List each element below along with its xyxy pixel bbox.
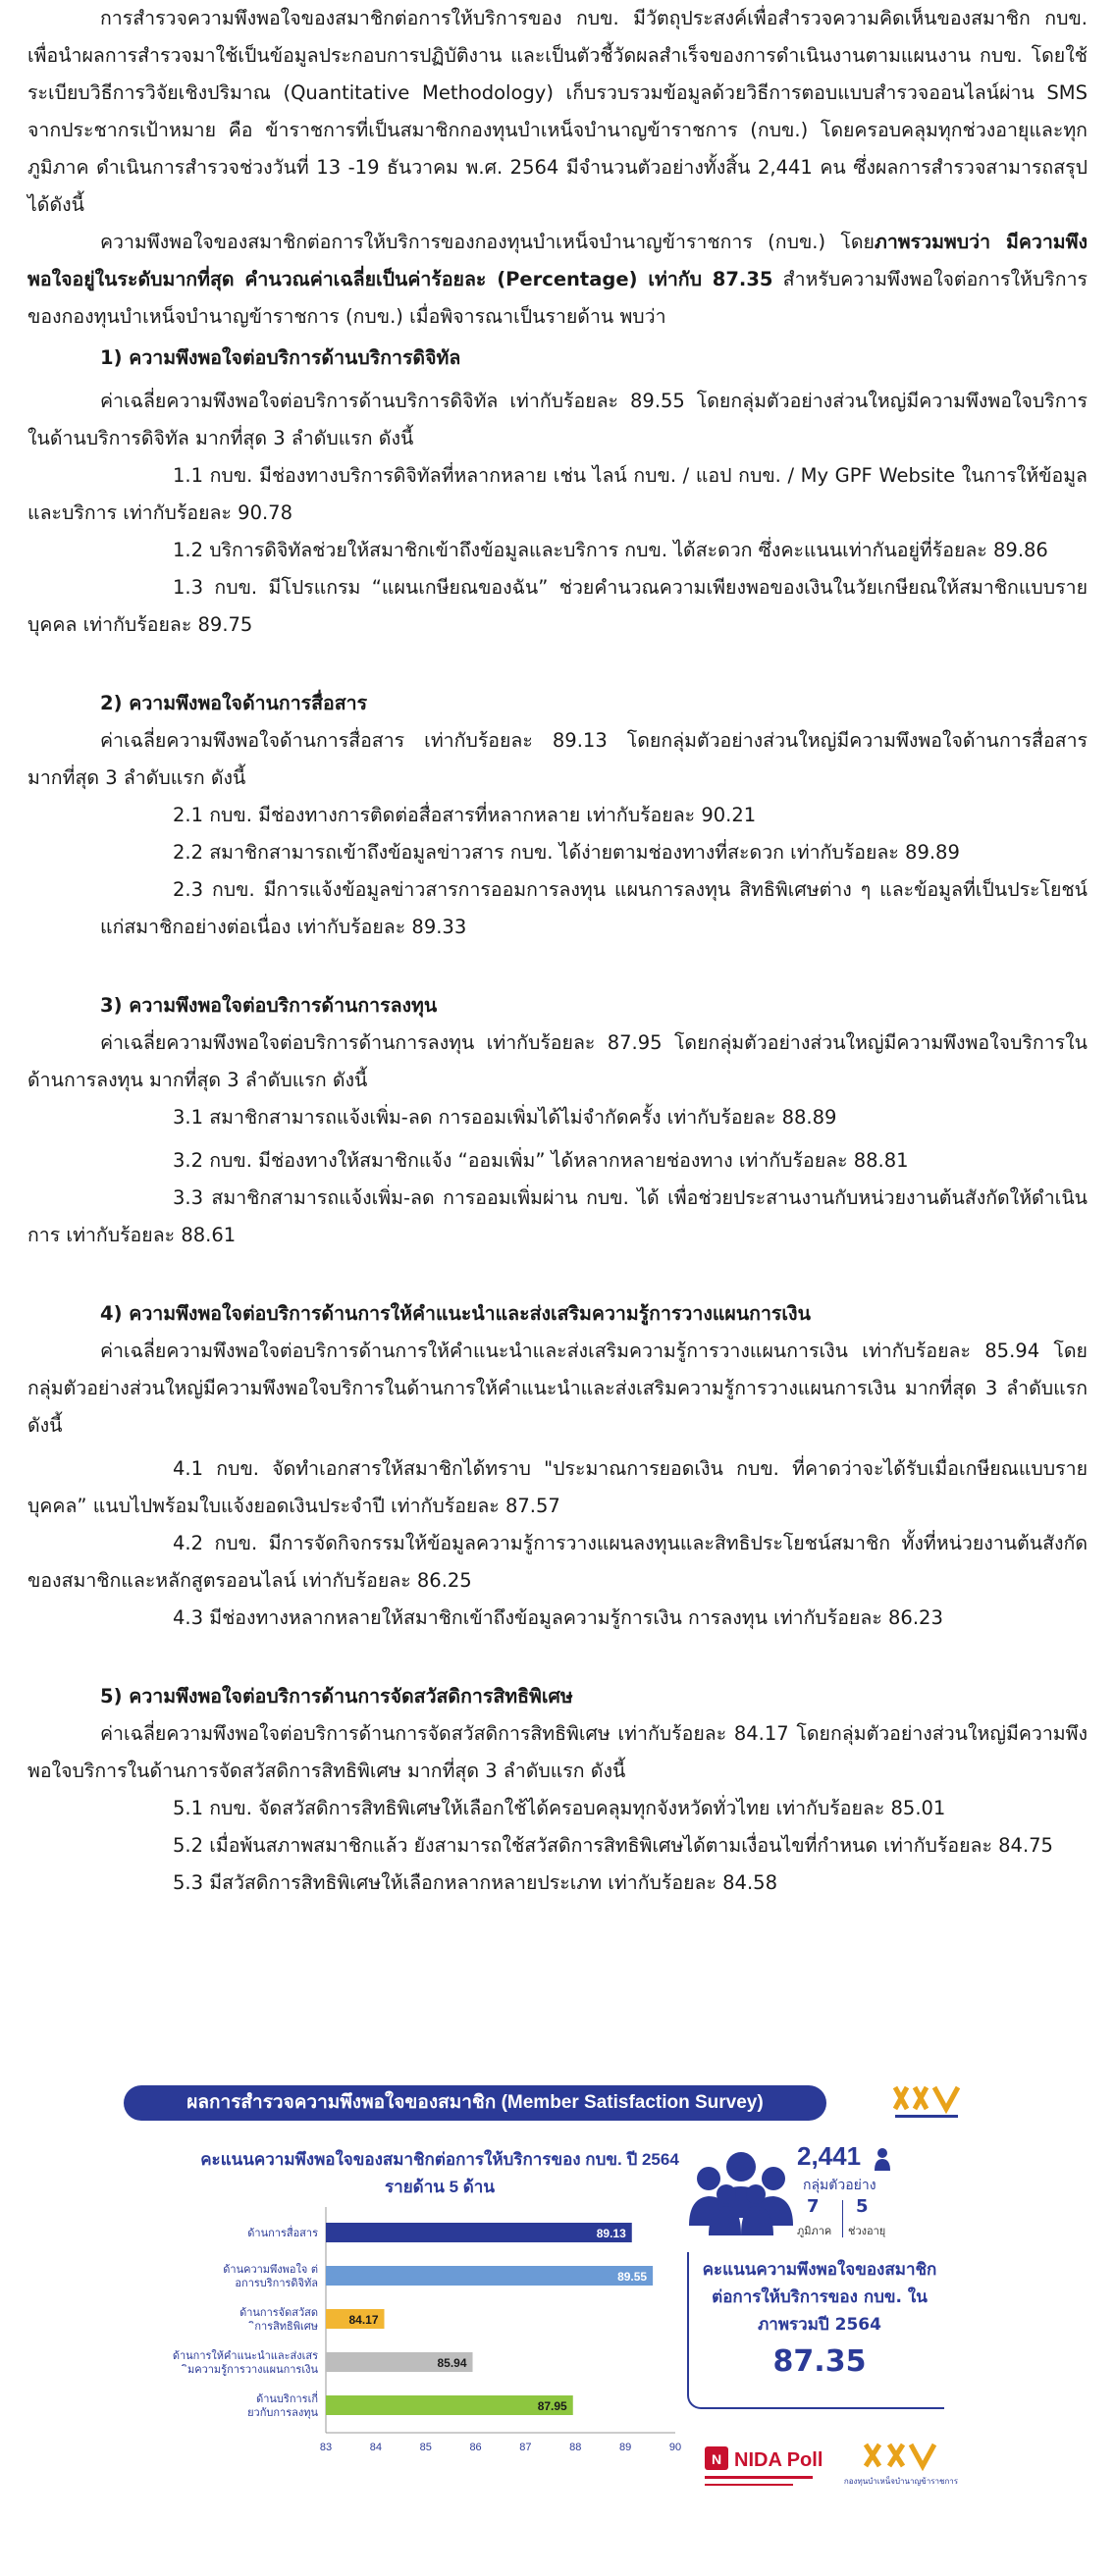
section-item: 5.1 กบข. จัดสวัสดิการสิทธิพิเศษให้เลือกใช้ได้ครอบคลุมทุกจังหวัดทั่วไทย เท่ากับร้อยละ 85.01 [173,1797,946,1819]
overall-pre: ความพึงพอใจของสมาชิกต่อการให้บริการของกองทุนบำเหน็จบำนาญข้าราชการ (กบข.) โดย [100,231,875,253]
x-tick-label: 88 [569,2442,582,2453]
category-label: ิการสิทธิพิเศษ [254,2320,318,2333]
survey-infographic [116,2085,980,2522]
x-tick-label: 87 [519,2442,532,2453]
section-5 [27,1678,1088,1902]
bar-value-label: 89.55 [617,2270,648,2284]
section-4 [27,1295,1088,1637]
section-item: 4.1 กบข. จัดทำเอกสารให้สมาชิกได้ทราบ "ประมาณการยอดเงิน กบข. ที่คาดว่าจะได้รับเมื่อเกษียณแบบรายบุคคล” แนบไปพร้อมใบแจ้งยอดเงินประจำปี เท่ากับร้อยละ 87.57 [27,1457,1088,1517]
section-item: 4.2 กบข. มีการจัดกิจกรรมให้ข้อมูลความรู้การวางแผนลงทุนและสิทธิประโยชน์สมาชิก ทั้งที่หน่วยงานต้นสังกัดของสมาชิกและหลักสูตรออนไลน์ เท่ากับร้อยละ 86.25 [27,1532,1088,1592]
people-icon [687,2147,795,2235]
chart-title-line-1: คะแนนความพึงพอใจของสมาชิกต่อการให้บริการของ กบข. ปี 2564 [200,2150,679,2169]
section-item: 3.2 กบข. มีช่องทางให้สมาชิกแจ้ง “ออมเพิ่ม” ได้หลากหลายช่องทาง เท่ากับร้อยละ 88.81 [173,1149,909,1172]
section-heading: 4) ความพึงพอใจต่อบริการด้านการให้คำแนะนำและส่งเสริมความรู้การวางแผนการเงิน [100,1302,811,1325]
section-heading: 5) ความพึงพอใจต่อบริการด้านการจัดสวัสดิการสิทธิพิเศษ [100,1685,573,1708]
person-icon [874,2147,891,2171]
category-label: ิมความรู้การวางแผนการเงิน [186,2363,318,2376]
category-label: อการบริการดิจิทัล [235,2277,318,2289]
category-label: ด้านการจัดสวัสด [239,2306,318,2319]
section-item: 3.3 สมาชิกสามารถแจ้งเพิ่ม-ลด การออมเพิ่มผ่าน กบข. ได้ เพื่อช่วยประสานงานกับหน่วยงานต้นสังกัดให้ดำเนินการ เท่ากับร้อยละ 88.61 [27,1186,1088,1246]
category-label: ด้านการให้คำแนะนำและส่งเสร [172,2349,318,2362]
x-tick-label: 84 [369,2442,382,2453]
section-3 [27,987,1088,1254]
section-1 [27,340,1088,644]
section-item: 1.1 กบข. มีช่องทางบริการดิจิทัลที่หลากหลาย เช่น ไลน์ กบข. / แอป กบข. / My GPF Website ในการให้ข้อมูลและบริการ เท่ากับร้อยละ 90.78 [27,464,1088,524]
section-item: 3.1 สมาชิกสามารถแจ้งเพิ่ม-ลด การออมเพิ่มได้ไม่จำกัดครั้ง เท่ากับร้อยละ 88.89 [173,1106,837,1129]
bar-value-label: 89.13 [596,2227,626,2240]
section-item: 2.3 กบข. มีการแจ้งข้อมูลข่าวสารการออมการลงทุน แผนการลงทุน สิทธิพิเศษต่าง ๆ และข้อมูลที่เป็นประโยชน์แก่สมาชิกอย่างต่อเนื่อง เท่ากับร้อยละ 89.33 [100,878,1088,938]
section-heading: 2) ความพึงพอใจด้านการสื่อสาร [100,692,368,714]
section-item: 1.2 บริการดิจิทัลช่วยให้สมาชิกเข้าถึงข้อมูลและบริการ กบข. ได้สะดวก ซึ่งคะแนนเท่ากันอยู่ที่ร้อยละ 89.86 [173,539,1048,561]
bar [326,2223,632,2242]
section-item: 1.3 กบข. มีโปรแกรม “แผนเกษียณของฉัน” ช่วยคำนวณความเพียงพอของเงินในวัยเกษียณให้สมาชิกแบบรายบุคคล เท่ากับร้อยละ 89.75 [27,576,1088,636]
sample-total: 2,441 [797,2141,862,2171]
x-tick-label: 85 [419,2442,432,2453]
stats-divider [842,2200,843,2237]
section-item: 2.2 สมาชิกสามารถเข้าถึงข้อมูลข่าวสาร กบข. ได้ง่ายตามช่องทางที่สะดวก เท่ากับร้อยละ 89.89 [173,841,960,864]
section-summary: ค่าเฉลี่ยความพึงพอใจต่อบริการด้านการให้คำแนะนำและส่งเสริมความรู้การวางแผนการเงิน เท่ากับร้อยละ 85.94 โดยกลุ่มตัวอย่างส่วนใหญ่มีความพึงพอใจบริการในด้านการให้คำแนะนำและส่งเสริมความรู้การวางแผนการเงิน มากที่สุด 3 ลำดับแรก ดังนี้ [27,1340,1088,1437]
x-tick-label: 86 [469,2442,482,2453]
x-tick-label: 83 [319,2442,333,2453]
gpf-caption: กองทุนบำเหน็จบำนาญข้าราชการ [843,2477,959,2486]
section-summary: ค่าเฉลี่ยความพึงพอใจต่อบริการด้านการลงทุน เท่ากับร้อยละ 87.95 โดยกลุ่มตัวอย่างส่วนใหญ่มีความพึงพอใจบริการในด้านการลงทุน มากที่สุด 3 ลำดับแรก ดังนี้ [27,1031,1088,1091]
section-heading: 1) ความพึงพอใจต่อบริการด้านบริการดิจิทัล [100,346,461,369]
overall-paragraph [27,224,1088,336]
category-label: ด้านความพึงพอใจ ต่ [223,2263,318,2276]
overall-score: 87.35 [772,2344,867,2379]
gpf-logo-icon [891,2083,962,2123]
x-tick-label: 90 [668,2442,682,2453]
section-summary: ค่าเฉลี่ยความพึงพอใจด้านการสื่อสาร เท่ากับร้อยละ 89.13 โดยกลุ่มตัวอย่างส่วนใหญ่มีความพึงพอใจด้านการสื่อสาร มากที่สุด 3 ลำดับแรก ดังนี้ [27,729,1088,789]
overall-score-card [687,2252,944,2409]
sample-label: กลุ่มตัวอย่าง [803,2178,876,2193]
bar [326,2395,573,2415]
svg-text:N: N [711,2451,722,2467]
age-groups-label: ช่วงอายุ [848,2225,886,2237]
bar-value-label: 87.95 [537,2399,567,2413]
category-label: ด้านบริการเกี่ [256,2392,318,2405]
satisfaction-bar-chart [135,2203,685,2468]
document-body [27,0,1088,1902]
chart-title-line-2: รายด้าน 5 ด้าน [385,2178,495,2196]
chart-title [155,2146,724,2201]
overall-bold: ภาพรวมพบว่า มีความพึงพอใจอยู่ในระดับมากที่สุด คำนวณค่าเฉลี่ยเป็นค่าร้อยละ (Percentage) เท่ากับ 87.35 [27,231,1088,290]
section-item: 5.3 มีสวัสดิการสิทธิพิเศษให้เลือกหลากหลายประเภท เท่ากับร้อยละ 84.58 [173,1871,777,1894]
category-label: ด้านการสื่อสาร [247,2227,318,2239]
age-groups-count: 5 [856,2196,869,2217]
infographic-banner: ผลการสำรวจความพึงพอใจของสมาชิก (Member Satisfaction Survey) [124,2085,826,2121]
regions-label: ภูมิภาค [797,2225,832,2237]
nida-poll-label: NIDA Poll [734,2449,823,2471]
intro-paragraph: การสำรวจความพึงพอใจของสมาชิกต่อการให้บริการของ กบข. มีวัตถุประสงค์เพื่อสำรวจความคิดเห็นของสมาชิก กบข. เพื่อนำผลการสำรวจมาใช้เป็นข้อมูลประกอบการปฏิบัติงาน และเป็นตัวชี้วัดผลสำเร็จของการดำเนินงานตามแผนงาน กบข. โดยใช้ระเบียบวิธีการวิจัยเชิงปริมาณ (Quantitative Methodology) เก็บรวบรวมข้อมูลด้วยวิธีการตอบแบบสำรวจออนไลน์ผ่าน SMS จากประชากรเป้าหมาย คือ ข้าราชการที่เป็นสมาชิกกองทุนบำเหน็จบำนาญข้าราชการ (กบข.) โดยครอบคลุมทุกช่วงอายุและทุกภูมิภาค ดำเนินการสำรวจช่วงวันที่ 13 -19 ธันวาคม พ.ศ. 2564 มีจำนวนตัวอย่างทั้งสิ้น 2,441 คน ซึ่งผลการสำรวจสามารถสรุปได้ดังนี้ [27,7,1088,216]
x-tick-label: 89 [619,2442,632,2453]
gpf-footer-logo-icon [843,2441,959,2496]
bar-value-label: 84.17 [348,2313,379,2327]
section-item: 4.3 มีช่องทางหลากหลายให้สมาชิกเข้าถึงข้อมูลความรู้การเงิน การลงทุน เท่ากับร้อยละ 86.23 [173,1606,943,1629]
section-heading: 3) ความพึงพอใจต่อบริการด้านการลงทุน [100,994,438,1017]
category-label: ยวกับการลงทุน [247,2406,318,2419]
nida-poll-logo-icon [703,2441,830,2497]
bar-value-label: 85.94 [437,2356,467,2370]
section-summary: ค่าเฉลี่ยความพึงพอใจต่อบริการด้านการจัดสวัสดิการสิทธิพิเศษ เท่ากับร้อยละ 84.17 โดยกลุ่มตัวอย่างส่วนใหญ่มีความพึงพอใจบริการในด้านการจัดสวัสดิการสิทธิพิเศษ มากที่สุด 3 ลำดับแรก ดังนี้ [27,1722,1088,1782]
section-item: 5.2 เมื่อพ้นสภาพสมาชิกแล้ว ยังสามารถใช้สวัสดิการสิทธิพิเศษได้ตามเงื่อนไขที่กำหนด เท่ากับร้อยละ 84.75 [173,1834,1053,1857]
section-2 [27,685,1088,946]
overall-post: สำหรับความพึงพอใจต่อการให้บริการของกองทุนบำเหน็จบำนาญข้าราชการ (กบข.) เมื่อพิจารณาเป็นรายด้าน พบว่า [27,268,1088,328]
section-summary: ค่าเฉลี่ยความพึงพอใจต่อบริการด้านบริการดิจิทัล เท่ากับร้อยละ 89.55 โดยกลุ่มตัวอย่างส่วนใหญ่มีความพึงพอใจบริการในด้านบริการดิจิทัล มากที่สุด 3 ลำดับแรก ดังนี้ [27,390,1088,449]
bar [326,2266,653,2286]
section-item: 2.1 กบข. มีช่องทางการติดต่อสื่อสารที่หลากหลาย เท่ากับร้อยละ 90.21 [173,804,757,826]
overall-score-caption: คะแนนความพึงพอใจของสมาชิกต่อการให้บริการของ กบข. ในภาพรวมปี 2564 [702,2260,937,2335]
regions-count: 7 [807,2196,820,2217]
